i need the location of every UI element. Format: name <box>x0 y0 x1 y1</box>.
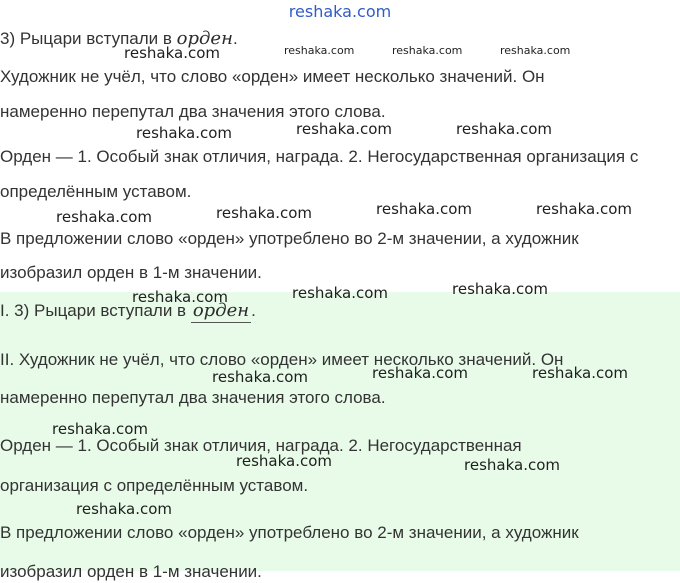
block1-line4: Орден — 1. Особый знак отличия, награда. 2. Негосударственная организация с <box>0 147 639 166</box>
watermark: reshaka.com <box>532 364 628 382</box>
block2-line2: II. Художник не учёл, что слово «орден» имеет несколько значений. Он <box>0 350 564 369</box>
block1-word-orden: орден <box>176 28 233 49</box>
watermark: reshaka.com <box>212 368 308 386</box>
block1-line7: изобразил орден в 1-м значении. <box>0 263 262 282</box>
watermark: reshaka.com <box>76 500 172 518</box>
block2-word-orden: орден <box>192 300 250 321</box>
watermark: reshaka.com <box>296 120 392 138</box>
watermark: reshaka.com <box>464 456 560 474</box>
watermark: reshaka.com <box>372 364 468 382</box>
watermark: reshaka.com <box>500 44 571 57</box>
watermark: reshaka.com <box>392 44 463 57</box>
watermark: reshaka.com <box>536 200 632 218</box>
watermark: reshaka.com <box>136 124 232 142</box>
block2-line1-suffix: . <box>251 301 256 320</box>
watermark: reshaka.com <box>456 120 552 138</box>
block2-line4: Орден — 1. Особый знак отличия, награда. 2. Негосударственная <box>0 436 522 455</box>
block2-line5: организация с определённым уставом. <box>0 476 309 495</box>
site-link[interactable]: reshaka.com <box>288 2 392 21</box>
watermark: reshaka.com <box>452 280 548 298</box>
block2-line6: В предложении слово «орден» употреблено во 2-м значении, а художник <box>0 523 579 542</box>
block1-line6: В предложении слово «орден» употреблено во 2-м значении, а художник <box>0 229 579 248</box>
watermark: reshaka.com <box>124 44 220 62</box>
block2-line3: намеренно перепутал два значения этого слова. <box>0 388 386 407</box>
watermark: reshaka.com <box>376 200 472 218</box>
block1-line1-prefix: 3) Рыцари вступали в <box>0 29 172 48</box>
watermark: reshaka.com <box>236 452 332 470</box>
watermark: reshaka.com <box>284 44 355 57</box>
watermark: reshaka.com <box>292 284 388 302</box>
watermark: reshaka.com <box>132 288 228 306</box>
block1-line2: Художник не учёл, что слово «орден» имеет несколько значений. Он <box>0 67 545 86</box>
block1-line1-suffix: . <box>232 29 238 48</box>
watermark: reshaka.com <box>56 208 152 226</box>
block2-line1-prefix: I. 3) Рыцари вступали в <box>0 301 187 320</box>
block1-line5: определённым уставом. <box>0 182 192 201</box>
watermark: reshaka.com <box>52 420 148 438</box>
block2-line7: изобразил орден в 1-м значении. <box>0 562 262 581</box>
watermark: reshaka.com <box>216 204 312 222</box>
block1-line3: намеренно перепутал два значения этого слова. <box>0 102 386 121</box>
